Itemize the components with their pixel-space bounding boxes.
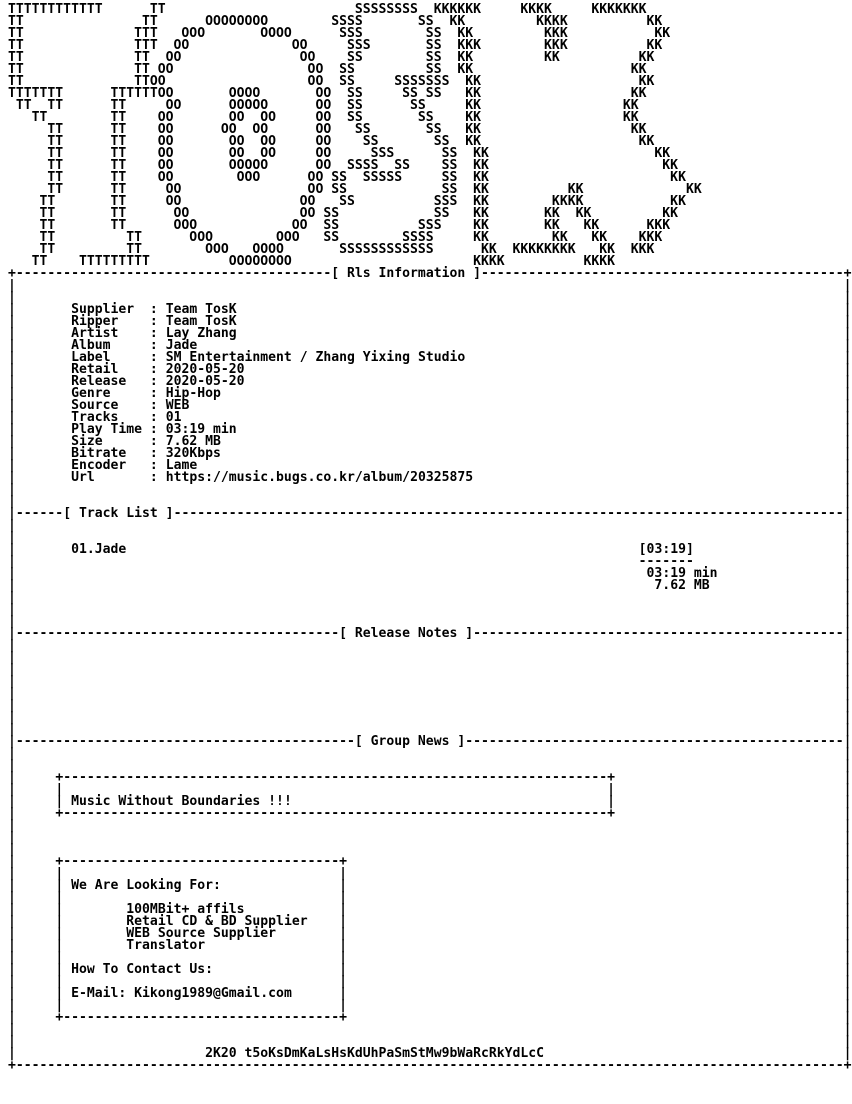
logo-art-line: TT TT OO OO SS SSS KK KKKK KK — [8, 194, 686, 209]
info-key: Size — [71, 434, 103, 449]
logo-art-line: TT TTT OOO OOOO SSS SS KK KKK KK — [8, 26, 671, 41]
recruit-item: 100MBit+ affils — [126, 902, 245, 917]
info-value: Lay Zhang — [165, 326, 237, 341]
info-key: Encoder — [71, 458, 127, 473]
info-value: 2020-05-20 — [165, 374, 245, 389]
logo-art-line: TT TTOO OO SS SSSSSSS KK KK — [8, 74, 655, 89]
info-value: https://music.bugs.co.kr/album/20325875 — [165, 470, 474, 485]
logo-art-line: TTTTTTTTTTTT TT SSSSSSSS KKKKKK KKKK KKKKKKK — [8, 2, 647, 17]
logo-art-line: TT TT OOOOOOOO SSSS SS KK KKKK KK — [8, 14, 663, 29]
recruit-item: Translator — [126, 938, 206, 953]
logo-art-line: TT TT OO OO SS SS KK KK — [8, 62, 647, 77]
logo-art-line: TT TT OO OO OO OO SS SS KK KK — [8, 110, 639, 125]
recruit-heading: We Are Looking For: — [71, 878, 221, 893]
total-play-time: 03:19 min — [646, 566, 718, 581]
info-value: Hip-Hop — [165, 386, 221, 401]
track-length: [03:19] — [638, 542, 694, 557]
info-value: 03:19 min — [165, 422, 237, 437]
info-value: 320Kbps — [165, 446, 221, 461]
info-key: Album — [71, 338, 111, 353]
info-key: Artist — [71, 326, 119, 341]
logo-art-line: TT TT OO OOO OO SS SSSSS SS KK KK — [8, 170, 686, 185]
logo-art-line: TT TT OO OO OO OO SSS SS KK KK — [8, 146, 671, 161]
info-value: Lame — [165, 458, 198, 473]
logo-art-line: TT TT OO OO SS SS KK KK KK — [8, 50, 655, 65]
logo-art-line: TT TT OOO OO SS SSS KK KK KK KKK — [8, 218, 671, 233]
totals-divider: ------- — [638, 554, 694, 569]
logo-art-line: TT TT OO OO OO OO SS SS KK KK — [8, 134, 655, 149]
info-key: Tracks — [71, 410, 119, 425]
info-value: 2020-05-20 — [165, 362, 245, 377]
logo-art-line: TTTTTTT TTTTTTOO OOOO OO SS SS SS KK KK — [8, 86, 647, 101]
info-key: Url — [71, 470, 95, 485]
total-size: 7.62 MB — [654, 578, 710, 593]
info-key: Play Time — [71, 422, 143, 437]
section-header: [ Track List ] — [63, 506, 174, 521]
section-header-rls-info: [ Rls Information ] — [331, 266, 481, 281]
logo-art-line: TT TT OO OO OO OO SS SS KK KK — [8, 122, 647, 137]
section-header: [ Group News ] — [354, 734, 466, 749]
contact-email: E-Mail: Kikong1989@Gmail.com — [71, 986, 292, 1001]
recruit-item: Retail CD & BD Supplier — [126, 914, 308, 929]
contact-heading: How To Contact Us: — [71, 962, 213, 977]
logo-art-line: TT TTTTTTTTT OOOOOOOO KKKK KKKK — [8, 254, 615, 269]
section-header: [ Release Notes ] — [339, 626, 474, 641]
logo-art-line: TT TT OOO OOO SS SSSS KK KK KK KKK — [8, 230, 663, 245]
info-key: Bitrate — [71, 446, 127, 461]
logo-art-line: TT TTT OO OO SSS SS KKK KKK KK — [8, 38, 663, 53]
info-value: Jade — [165, 338, 198, 353]
logo-art-line: TT TT OO OOOOO OO SSSS SS SS KK KK — [8, 158, 679, 173]
logo-art-line: TT TT OO OO SS SS KK KK KK KK — [8, 206, 679, 221]
info-key: Source — [71, 398, 119, 413]
info-key: Genre — [71, 386, 111, 401]
info-value: WEB — [165, 398, 190, 413]
track-title: 01.Jade — [71, 542, 127, 557]
info-value: Team TosK — [165, 302, 237, 317]
info-value: SM Entertainment / Zhang Yixing Studio — [165, 350, 466, 365]
info-key: Label — [71, 350, 111, 365]
group-motto: Music Without Boundaries !!! — [71, 794, 292, 809]
logo-art-line: TT TT TT OO OOOOO OO SS SS KK KK — [8, 98, 639, 113]
info-key: Release — [71, 374, 127, 389]
info-value: 01 — [165, 410, 182, 425]
logo-art-line: TT TT OOO OOOO SSSSSSSSSSSS KK KKKKKKKK KK KKK — [8, 242, 655, 257]
info-key: Ripper — [71, 314, 119, 329]
logo-art-line: TT TT OO OO SS SS KK KK KK — [8, 182, 702, 197]
recruit-item: WEB Source Supplier — [126, 926, 277, 941]
info-key: Retail — [71, 362, 119, 377]
info-value: 7.62 MB — [165, 434, 221, 449]
info-key: Supplier — [71, 302, 135, 317]
info-value: Team TosK — [165, 314, 237, 329]
footer-code: 2K20 t5oKsDmKaLsHsKdUhPaSmStMw9bWaRcRkYdLcC — [205, 1046, 545, 1061]
nfo-document: TTTTTTTTTTTT TT SSSSSSSS KKKKKK KKKK KKKKKKK TT TT OOOOOOOO SSSS SS KK KKKK KK TT TTT OOO OOOO SSS SS KK KKK KK TT TTT OO OO SSS SS KKK KKK KK TT TT OO OO SS SS KK KK KK TT TT OO OO SS SS KK KK TT TTOO OO SS SSSSSSS KK KK TTTTTTT TTTTTTOO OOOO OO SS SS SS KK KK TT TT TT OO OOOOO OO SS SS KK KK TT TT OO OO OO OO SS SS KK KK TT TT OO OO OO OO SS SS KK KK TT TT OO OO OO OO SS SS KK KK TT TT OO OO OO OO SSS SS KK KK TT TT OO OOOOO OO SSSS SS SS KK KK TT TT OO OOO OO SS SSSSS SS KK KK TT TT OO OO SS SS KK KK KK TT TT OO OO SS SSS KK KKKK KK TT TT OO OO SS SS KK KK KK KK TT TT OOO OO SS SSS KK KK KK KKK TT TT OOO OOO SS SSSS KK KK KK KKK TT TT OOO OOOO SSSSSSSSSSSS KK KKKKKKKK KK KKK TT TTTTTTTTT OOOOOOOO KKKK KKKK +----------------------------------------[ Rls Information ]----------------------------------------------+ | | | | | Supplier : Team TosK | | Ripper : Team TosK | | Artist : Lay Zhang | | Album : Jade | | Label : SM Entertainment / Zhang Yixing Studio | | Retail : 2020-05-20 | | Release : 2020-05-20 | | Genre : Hip-Hop | | Source : WEB | | Tracks : 01 | | Play Time : 03:19 min | | Size : 7.62 MB | | Bitrate : 320Kbps | | Encoder : Lame | | Url : https://music.bugs.co.kr/album/20325875 | | | | | |------[ Track List ]-------------------------------------------------------------------------------------| | | | | | 01.Jade [03:19] | | ------- | | 03:19 min | | 7.62 MB | | | | | | | |-----------------------------------------[ Release Notes ]-----------------------------------------------| | | | | | | | | | | | | | | | | |-------------------------------------------[ Group News ]------------------------------------------------| | | | | | +---------------------------------------------------------------------+ | | | | | | | Music Without Boundaries !!! | | | +---------------------------------------------------------------------+ | | | | | | | | +-----------------------------------+ | | | | | | | We Are Looking For: | | | | | | | | 100MBit+ affils | | | | Retail CD & BD Supplier | | | | WEB Source Supplier | | | | Translator | | | | | | | | How To Contact Us: | | | | | | | | E-Mail: Kikong1989@Gmail.com | | | | | | | +-----------------------------------+ | | | | | | 2K20 t5oKsDmKaLsHsKdUhPaSmStMw9bWaRcRkYdLcC | +---------------------------------------------------------------------------------------------------------+ — [8, 2, 852, 1073]
